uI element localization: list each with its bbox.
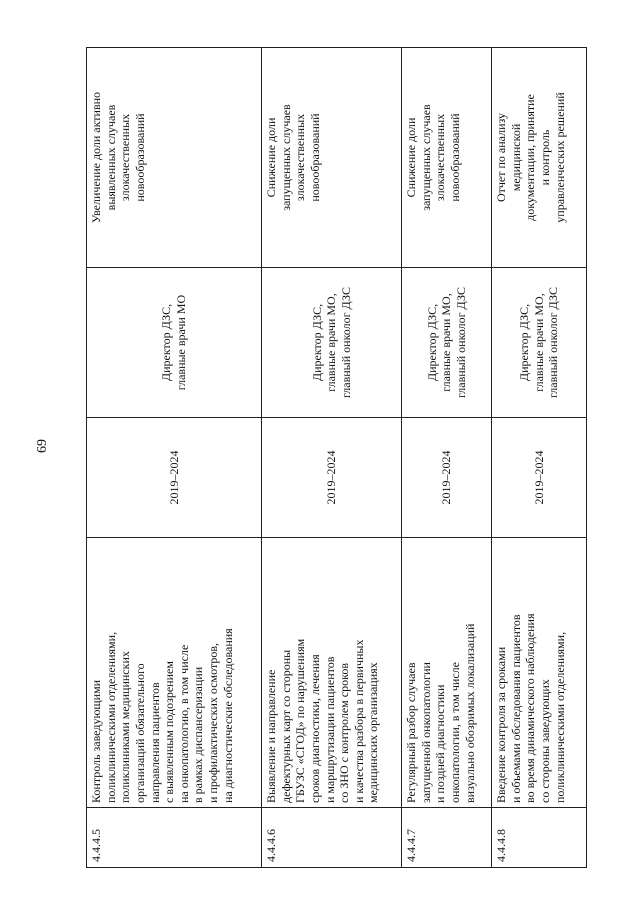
- table-row: [402, 48, 492, 868]
- row-number: 4.4.4.8: [492, 808, 587, 868]
- row-result: Снижение доли запущенных случаев злокачественных новообразований: [402, 48, 492, 268]
- table-row: [87, 48, 262, 868]
- row-number: 4.4.4.6: [262, 808, 402, 868]
- row-number: 4.4.4.7: [402, 808, 492, 868]
- row-task: Регулярный разбор случаев запущенной онкопатологии и поздней диагностики онкопатологии, в том числе визуально обозримых локализаций: [402, 538, 492, 808]
- row-responsible: Директор ДЗС, главные врачи МО, главный онколог ДЗС: [402, 268, 492, 418]
- row-period: 2019–2024: [262, 418, 402, 538]
- row-period: 2019–2024: [87, 418, 262, 538]
- table-container: [86, 48, 586, 868]
- row-task: Выявление и направление дефектурных карт со стороны ГБУЗС «СГОД» по нарушениям сроков диагностики, лечения и маршрутизации пациентов со ЗНО с контролем сроков и качества разбора в первичных медицинских организациях: [262, 538, 402, 808]
- row-task: Введение контроля за сроками и объемами обследования пациентов во время динамического наблюдения со стороны заведующих поликлиническими отделениями,: [492, 538, 587, 808]
- rotated-table-wrapper: [86, 48, 586, 868]
- row-period: 2019–2024: [402, 418, 492, 538]
- row-responsible: Директор ДЗС, главные врачи МО, главный онколог ДЗС: [492, 268, 587, 418]
- table-row: [492, 48, 587, 868]
- row-result: Увеличение доли активно выявленных случаев злокачественных новообразований: [87, 48, 262, 268]
- row-result: Отчет по анализу медицинской документации, принятие и контроль управленческих решений: [492, 48, 587, 268]
- row-period: 2019–2024: [492, 418, 587, 538]
- row-responsible: Директор ДЗС, главные врачи МО: [87, 268, 262, 418]
- row-task: Контроль заведующими поликлиническими отделениями, поликлиниками медицинских организаций обязательного направления пациентов с выявленным подозрением на онкопатологию, в том числе в рамках диспансеризации и профилактических осмотров, на диагностические обследования: [87, 538, 262, 808]
- measures-table: [86, 47, 587, 868]
- row-number: 4.4.4.5: [87, 808, 262, 868]
- row-responsible: Директор ДЗС, главные врачи МО, главный онколог ДЗС: [262, 268, 402, 418]
- page-number: 69: [35, 439, 50, 453]
- row-result: Снижение доли запущенных случаев злокачественных новообразований: [262, 48, 402, 268]
- table-row: [262, 48, 402, 868]
